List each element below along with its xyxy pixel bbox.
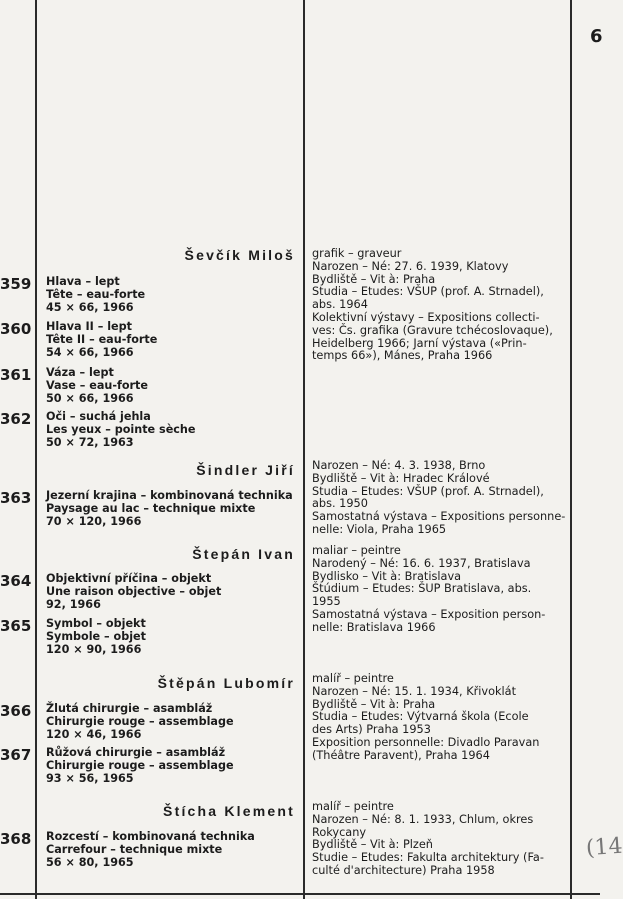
catalog-number: 359 [0, 275, 32, 293]
bio-line: Narozen – Né: 8. 1. 1933, Chlum, okres [312, 812, 534, 826]
bio-line: 1955 [312, 595, 341, 609]
bio-line: Bydlisko – Vit à: Bratislava [312, 569, 462, 583]
bio-line: Rokycany [312, 825, 367, 839]
bio-line: Studie – Etudes: Fakulta architektury (Fa- [312, 851, 544, 865]
artist-bio [312, 460, 570, 537]
work-details [46, 746, 234, 785]
bio-line: Bydliště – Vit à: Plzeň [312, 838, 433, 852]
work-details [46, 320, 157, 359]
work-dimensions: 50 × 72, 1963 [46, 436, 134, 449]
catalog-number: 361 [0, 366, 32, 384]
work-title-cz: Objektivní příčina – objekt [46, 572, 212, 585]
artist-bio [312, 673, 570, 763]
catalog-number: 366 [0, 702, 32, 720]
artist-bio [312, 801, 570, 878]
column-rule-middle [303, 0, 305, 899]
bio-line: Bydliště – Vit à: Praha [312, 697, 436, 711]
work-title-cz: Oči – suchá jehla [46, 410, 151, 423]
work-title-fr: Une raison objective – objet [46, 585, 222, 598]
work-title-fr: Chirurgie rouge – assemblage [46, 759, 234, 772]
work-title-cz: Hlava – lept [46, 275, 120, 288]
work-details [46, 617, 146, 656]
bio-line: Samostatná výstava – Exposition person- [312, 607, 546, 621]
work-details [46, 410, 195, 449]
bio-line: Exposition personnelle: Divadlo Paravan [312, 735, 540, 749]
work-title-cz: Hlava II – lept [46, 320, 132, 333]
bio-line: maliar – peintre [312, 544, 401, 557]
bio-line: Narozen – Né: 15. 1. 1934, Křivoklát [312, 684, 517, 698]
bio-line: Heidelberg 1966; Jarní výstava («Prin- [312, 336, 527, 350]
catalog-number: 364 [0, 572, 32, 590]
work-title-cz: Symbol – objekt [46, 617, 146, 630]
work-title-cz: Růžová chirurgie – asambláž [46, 746, 226, 759]
bio-line: (Théâtre Paravent), Praha 1964 [312, 748, 490, 762]
column-rule-right [570, 0, 572, 899]
bio-line: Kolektivní výstavy – Expositions collecti- [312, 310, 540, 324]
work-title-cz: Rozcestí – kombinovaná technika [46, 830, 255, 843]
work-title-fr: Symbole – objet [46, 630, 146, 643]
bio-line: Štúdium – Etudes: ŠUP Bratislava, abs. [312, 582, 532, 596]
work-details [46, 702, 234, 741]
work-details [46, 366, 148, 405]
work-details [46, 572, 221, 611]
handwritten-note: (14 [585, 833, 623, 862]
bio-line: Samostatná výstava – Expositions personne- [312, 510, 566, 524]
work-title-fr: Les yeux – pointe sèche [46, 423, 196, 436]
catalog-number: 362 [0, 410, 32, 428]
work-details [46, 275, 145, 314]
bio-line: malíř – peintre [312, 672, 394, 685]
work-dimensions: 92, 1966 [46, 598, 101, 611]
work-title-fr: Carrefour – technique mixte [46, 843, 223, 856]
work-dimensions: 54 × 66, 1966 [46, 346, 134, 359]
bio-line: grafik – graveur [312, 247, 402, 260]
bio-line: malíř – peintre [312, 800, 394, 813]
work-title-fr: Chirurgie rouge – assemblage [46, 715, 234, 728]
catalog-number: 360 [0, 320, 32, 338]
artist-bio [312, 545, 570, 635]
bio-line: nelle: Bratislava 1966 [312, 620, 436, 634]
work-dimensions: 56 × 80, 1965 [46, 856, 134, 869]
work-dimensions: 120 × 46, 1966 [46, 728, 142, 741]
artist-name: Štícha Klement [163, 803, 295, 819]
bio-line: des Arts) Praha 1953 [312, 723, 431, 737]
work-title-cz: Žlutá chirurgie – asambláž [46, 702, 213, 715]
work-dimensions: 120 × 90, 1966 [46, 643, 142, 656]
bio-line: nelle: Viola, Praha 1965 [312, 522, 447, 536]
work-dimensions: 70 × 120, 1966 [46, 515, 142, 528]
bio-line: abs. 1964 [312, 298, 368, 312]
work-title-fr: Paysage au lac – technique mixte [46, 502, 256, 515]
bio-line: Studia – Etudes: VŠUP (prof. A. Strnadel), [312, 484, 544, 498]
work-details [46, 830, 255, 869]
catalog-number: 365 [0, 617, 32, 635]
bio-line: Studia – Etudes: Výtvarná škola (Ecole [312, 710, 529, 724]
work-details [46, 489, 293, 528]
bio-line: Studia – Etudes: VŠUP (prof. A. Strnadel), [312, 285, 544, 299]
bio-line: abs. 1950 [312, 497, 368, 511]
bio-line: Bydliště – Vit à: Praha [312, 272, 436, 286]
work-title-cz: Váza – lept [46, 366, 114, 379]
work-title-fr: Tête II – eau-forte [46, 333, 158, 346]
artist-name: Ševčík Miloš [184, 247, 295, 263]
bio-line: Narozen – Né: 27. 6. 1939, Klatovy [312, 259, 509, 273]
bottom-rule [0, 893, 600, 895]
artist-name: Štepán Ivan [192, 546, 295, 562]
column-rule-left [35, 0, 37, 899]
page-corner-mark: 6 [590, 26, 603, 47]
bio-line: Bydliště – Vit à: Hradec Králové [312, 471, 490, 485]
artist-name: Šindler Jiří [196, 462, 295, 478]
work-title-cz: Jezerní krajina – kombinovaná technika [46, 489, 293, 502]
catalog-number: 363 [0, 489, 32, 507]
work-dimensions: 93 × 56, 1965 [46, 772, 134, 785]
bio-line: culté d'architecture) Praha 1958 [312, 863, 495, 877]
work-title-fr: Vase – eau-forte [46, 379, 148, 392]
bio-line: ves: Čs. grafika (Gravure tchécoslovaque), [312, 323, 553, 337]
work-dimensions: 45 × 66, 1966 [46, 301, 134, 314]
artist-name: Štěpán Lubomír [157, 675, 295, 691]
artist-bio [312, 248, 570, 363]
work-dimensions: 50 × 66, 1966 [46, 392, 134, 405]
work-title-fr: Tête – eau-forte [46, 288, 146, 301]
catalog-number: 367 [0, 746, 32, 764]
catalog-number: 368 [0, 830, 32, 848]
bio-line: temps 66»), Mánes, Praha 1966 [312, 349, 493, 363]
bio-line: Narozen – Né: 4. 3. 1938, Brno [312, 459, 486, 472]
bio-line: Narodený – Né: 16. 6. 1937, Bratislava [312, 556, 531, 570]
